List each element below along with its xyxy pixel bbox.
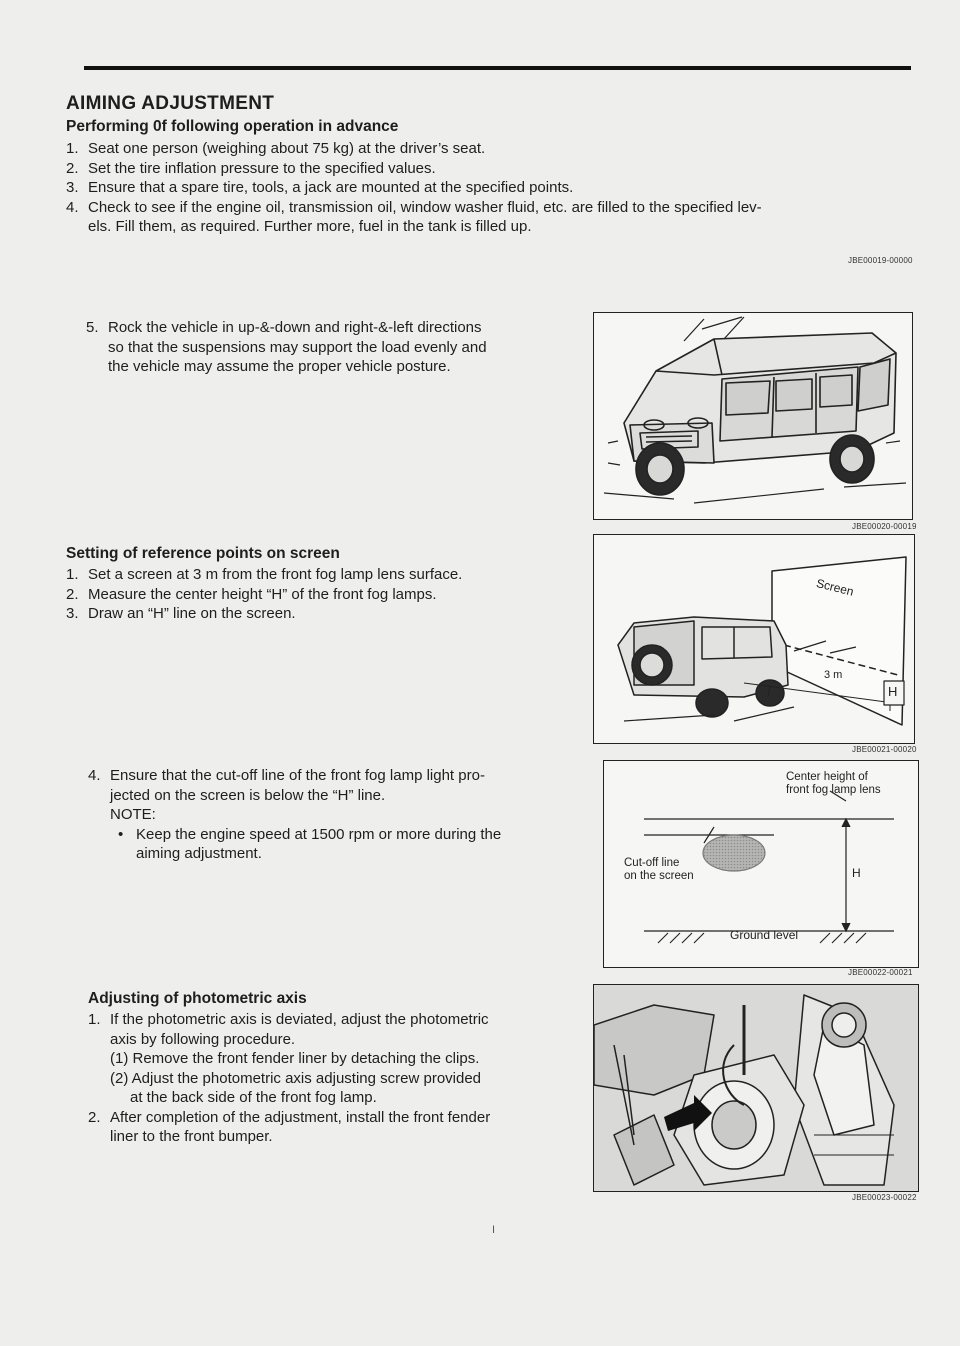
figure-screen-setup: [593, 534, 915, 744]
list-item: 2. Set the tire inflation pressure to the specified values.: [66, 159, 436, 177]
reference-list: [66, 565, 586, 624]
height-label: H: [852, 866, 861, 880]
advance-list: [66, 139, 926, 237]
figure-cutoff-diagram: [603, 760, 919, 968]
list-item: 2. Measure the center height “H” of the front fog lamps.: [66, 585, 437, 603]
screen-setup-illustration: [594, 535, 915, 744]
center-height-label: Center height of front fog lamp lens: [786, 771, 881, 796]
cutoff-line-label: Cut-off line on the screen: [624, 857, 694, 882]
reference-heading: Setting of reference points on screen: [66, 545, 340, 562]
advance-heading: Performing 0f following operation in advance: [66, 118, 399, 135]
list-item-continuation: els. Fill them, as required. Further more, fuel in the tank is filled up.: [88, 218, 532, 235]
list-item: 1. Set a screen at 3 m from the front fog lamp lens surface.: [66, 566, 463, 583]
vehicle-illustration: [594, 313, 913, 520]
page-title: AIMING ADJUSTMENT: [66, 93, 275, 114]
note-label: NOTE:: [110, 806, 156, 823]
fog-lamp-illustration: [594, 985, 919, 1192]
distance-label: 3 m: [824, 669, 843, 681]
figure-code: JBE00019-00000: [848, 256, 913, 265]
note-bullet: • Keep the engine speed at 1500 rpm or more during the: [118, 825, 502, 843]
list-item: 4. Check to see if the engine oil, transmission oil, window washer fluid, etc. are filled to the specified lev-: [66, 198, 762, 216]
figure-code: JBE00022-00021: [848, 968, 913, 977]
figure-code: JBE00021-00020: [852, 745, 917, 754]
figure-vehicle-posture: [593, 312, 913, 520]
step-4-text: 4. Ensure that the cut-off line of the front fog lamp light pro- jected on the screen is below the “H” line. NOTE: • Keep the engine speed at 1500 rpm or more during the aiming adjustment.: [88, 766, 578, 864]
top-rule: [84, 66, 911, 70]
ground-level-label: Ground level: [730, 928, 799, 942]
list-item: 3. Ensure that a spare tire, tools, a jack are mounted at the specified points.: [66, 179, 574, 196]
step-5-text: 5. Rock the vehicle in up-&-down and right-&-left directions so that the suspensions may support the load evenly and the vehicle may assume the proper vehicle posture.: [86, 319, 487, 375]
page-footer-mark: I: [492, 1224, 496, 1236]
photometric-list: 1. If the photometric axis is deviated, adjust the photometric axis by following procedure. (1) Remove the front fender liner by detaching the clips. (2) Adjust the photometric axis adjusting screw provided at the back side of the front fog lamp. 2. After completion of the adjustment, install the front fender liner to the front bumper.: [88, 1011, 491, 1145]
figure-code: JBE00023-00022: [852, 1193, 917, 1202]
list-item: 3. Draw an “H” line on the screen.: [66, 605, 296, 622]
figure-fog-lamp-rear: [593, 984, 919, 1192]
screen-label: Screen: [814, 576, 856, 599]
list-item: 1. Seat one person (weighing about 75 kg) at the driver’s seat.: [66, 140, 486, 157]
figure-code: JBE00020-00019: [852, 522, 917, 531]
photometric-heading: Adjusting of photometric axis: [88, 990, 307, 1007]
height-label: H: [888, 684, 898, 699]
